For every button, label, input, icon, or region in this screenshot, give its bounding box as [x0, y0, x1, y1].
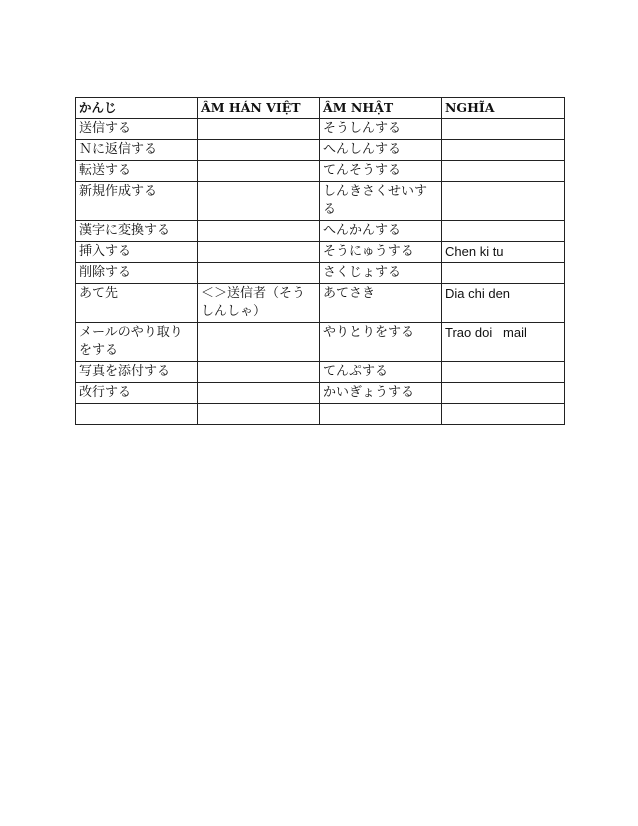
- table-row: [76, 182, 565, 221]
- table-row: [76, 242, 565, 263]
- cell-am-han-viet: [198, 119, 320, 140]
- header-row: [76, 98, 565, 119]
- cell-nghia: [442, 161, 565, 182]
- cell-am-nhat: さくじょする: [320, 263, 442, 284]
- cell-am-nhat: てんぷする: [320, 362, 442, 383]
- cell-nghia: [442, 221, 565, 242]
- table-row: [76, 221, 565, 242]
- table-row: [76, 362, 565, 383]
- cell-am-han-viet: [198, 182, 320, 221]
- cell-nghia: [442, 182, 565, 221]
- table-row: [76, 323, 565, 362]
- table-row: [76, 140, 565, 161]
- cell-am-nhat: やりとりをする: [320, 323, 442, 362]
- cell-nghia: Trao doi mail: [442, 323, 565, 362]
- cell-am-nhat: そうにゅうする: [320, 242, 442, 263]
- cell-am-han-viet: [198, 383, 320, 404]
- cell-am-han-viet: [198, 263, 320, 284]
- cell-kanji: 写真を添付する: [76, 362, 198, 383]
- table-header: [76, 98, 565, 119]
- table-row: [76, 263, 565, 284]
- cell-kanji: メールのやり取りをする: [76, 323, 198, 362]
- cell-nghia: [442, 140, 565, 161]
- cell-am-nhat: へんしんする: [320, 140, 442, 161]
- cell-kanji: Ｎに返信する: [76, 140, 198, 161]
- cell-kanji: 新規作成する: [76, 182, 198, 221]
- cell-kanji: 改行する: [76, 383, 198, 404]
- cell-am-han-viet: [198, 404, 320, 425]
- cell-am-nhat: あてさき: [320, 284, 442, 323]
- cell-am-nhat: かいぎょうする: [320, 383, 442, 404]
- table-body: [76, 119, 565, 425]
- cell-kanji: 挿入する: [76, 242, 198, 263]
- cell-nghia: [442, 119, 565, 140]
- cell-am-nhat: [320, 404, 442, 425]
- vocabulary-table: [75, 97, 565, 425]
- table-row: [76, 119, 565, 140]
- table-row-empty: [76, 404, 565, 425]
- cell-kanji: あて先: [76, 284, 198, 323]
- cell-kanji: 漢字に変換する: [76, 221, 198, 242]
- cell-am-nhat: しんきさくせいする: [320, 182, 442, 221]
- header-am-han-viet: ÂM HÁN VIỆT: [198, 98, 320, 119]
- cell-kanji: 転送する: [76, 161, 198, 182]
- cell-nghia: [442, 383, 565, 404]
- cell-am-nhat: へんかんする: [320, 221, 442, 242]
- cell-nghia: Dia chi den: [442, 284, 565, 323]
- cell-kanji: 送信する: [76, 119, 198, 140]
- cell-am-nhat: てんそうする: [320, 161, 442, 182]
- table-row: [76, 284, 565, 323]
- header-kanji: かんじ: [76, 98, 198, 119]
- cell-am-han-viet: ＜＞送信者（そうしんしゃ）: [198, 284, 320, 323]
- cell-nghia: Chen ki tu: [442, 242, 565, 263]
- table-row: [76, 383, 565, 404]
- cell-nghia: [442, 404, 565, 425]
- cell-am-han-viet: [198, 221, 320, 242]
- cell-nghia: [442, 362, 565, 383]
- header-am-nhat: ÂM NHẬT: [320, 98, 442, 119]
- cell-am-nhat: そうしんする: [320, 119, 442, 140]
- cell-kanji: [76, 404, 198, 425]
- header-nghia: NGHĨA: [442, 98, 565, 119]
- cell-am-han-viet: [198, 161, 320, 182]
- cell-am-han-viet: [198, 362, 320, 383]
- cell-am-han-viet: [198, 242, 320, 263]
- cell-nghia: [442, 263, 565, 284]
- cell-am-han-viet: [198, 140, 320, 161]
- table-row: [76, 161, 565, 182]
- cell-kanji: 削除する: [76, 263, 198, 284]
- cell-am-han-viet: [198, 323, 320, 362]
